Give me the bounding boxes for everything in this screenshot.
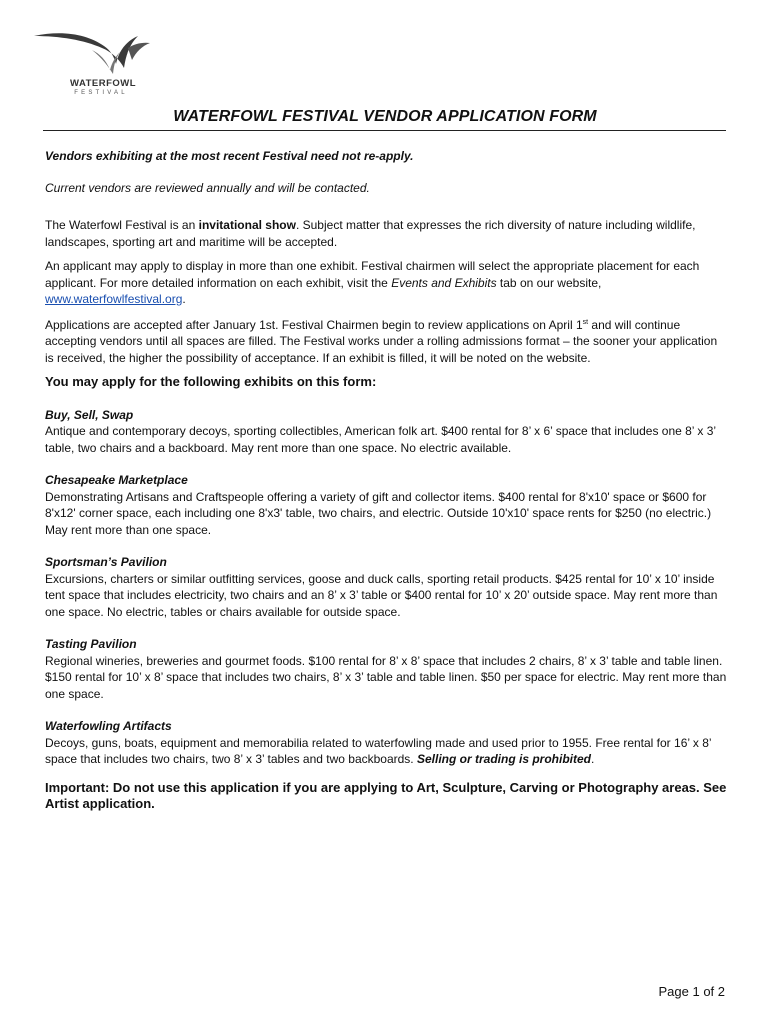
website-link[interactable]: www.waterfowlfestival.org — [45, 292, 183, 306]
page-number: Page 1 of 2 — [658, 984, 725, 999]
exhibit-desc-buy-sell-swap: Antique and contemporary decoys, sporting collectibles, American folk art. $400 rental for 8’ x 6’ space that includes one 8’ x 3’ table, two chairs and a backboard. May rent more than one space. No electric available. — [45, 424, 716, 455]
exhibits-heading: You may apply for the following exhibits on this form: — [45, 374, 377, 389]
exhibit-desc-chesapeake: Demonstrating Artisans and Craftspeople offering a variety of gift and collector items. $400 rental for 8'x10' space or $600 for 8'x12' corner space, each including one 8'x3' table, two chairs, and electric. Outside 10'x10' space rents for $250 (no electric.) May rent more than one space. — [45, 489, 712, 537]
important-notice: Important: Do not use this application if you are applying to Art, Sculpture, Carving or Photography areas. See Artist application. — [45, 779, 727, 811]
waterfowl-wing-icon — [32, 28, 162, 80]
p2-end: . — [182, 292, 186, 306]
exhibit-desc-artifacts — [45, 735, 727, 768]
intro-paragraph-2 — [45, 258, 727, 308]
logo-subtitle: FESTIVAL — [74, 90, 128, 96]
title-divider — [43, 130, 726, 131]
exhibit-desc-sportsman: Excursions, charters or similar outfitting services, goose and duck calls, sporting retail products. $425 rental for 10’ x 10’ inside tent space that includes electricity, two chairs and an 8’ x 3’ table or $400 rental for 10’ x 20’ outside space. May rent more than one space. No electric, tables or chairs available for outside space. — [45, 571, 718, 619]
artifacts-prohibited: Selling or trading is prohibited — [416, 752, 591, 766]
exhibit-title-tasting: Tasting Pavilion — [45, 637, 137, 651]
p3-text: Applications are accepted after January 1st. Festival Chairmen begin to review applications on April 1 — [45, 317, 583, 332]
exhibit-title-artifacts: Waterfowling Artifacts — [45, 719, 172, 733]
exhibit-title-sportsman: Sportsman’s Pavilion — [45, 555, 167, 569]
p3-text-2: and will continue accepting vendors until all spaces are filled. The Festival works under a rolling admissions format – the sooner your application is received, the higher the possibility of acceptance. If an exhibit is filled, it will be noted on the website. — [45, 317, 718, 365]
p2-text: An applicant may apply to display in more than one exhibit. Festival chairmen will select the appropriate placement for each applicant. For more detailed information on each exhibit, visit the — [45, 259, 700, 290]
p3-sup: st — [582, 318, 589, 326]
intro-text: The Waterfowl Festival is an — [45, 218, 199, 232]
intro-paragraph-3 — [45, 317, 727, 367]
festival-logo — [32, 28, 162, 110]
p2-italic: Events and Exhibits — [391, 275, 497, 290]
p2-text-2: tab on our website, — [496, 275, 602, 290]
intro-paragraph-1 — [45, 217, 727, 250]
artifacts-end: . — [591, 752, 595, 766]
exhibit-title-chesapeake: Chesapeake Marketplace — [45, 473, 188, 487]
document-body — [45, 148, 727, 813]
note-reviewed: Current vendors are reviewed annually and will be contacted. — [45, 180, 370, 195]
intro-text-2: . Subject matter that expresses the rich diversity of nature including wildlife, landscapes, sporting art and maritime will be accepted. — [45, 218, 696, 249]
intro-bold: invitational show — [198, 218, 296, 232]
artifacts-text: Decoys, guns, boats, equipment and memorabilia related to waterfowling made and used prior to 1955. Free rental for 16’ x 8’ space that includes two chairs, two 8’ x 3’ tables and two backboards. — [45, 735, 712, 766]
logo-wordmark: WATERFOWL — [70, 78, 137, 89]
exhibit-desc-tasting: Regional wineries, breweries and gourmet foods. $100 rental for 8’ x 8’ space that includes 2 chairs, 8’ x 3’ table and table linen. $150 rental for 10’ x 8’ space that includes two chairs, 8’ x 3’ table and table linen. $50 per space for electric. May rent more than one space. — [45, 653, 727, 701]
page-title: WATERFOWL FESTIVAL VENDOR APPLICATION FORM — [173, 108, 597, 125]
note-reapply: Vendors exhibiting at the most recent Festival need not re-apply. — [45, 149, 414, 163]
exhibit-title-buy-sell-swap: Buy, Sell, Swap — [45, 407, 134, 422]
